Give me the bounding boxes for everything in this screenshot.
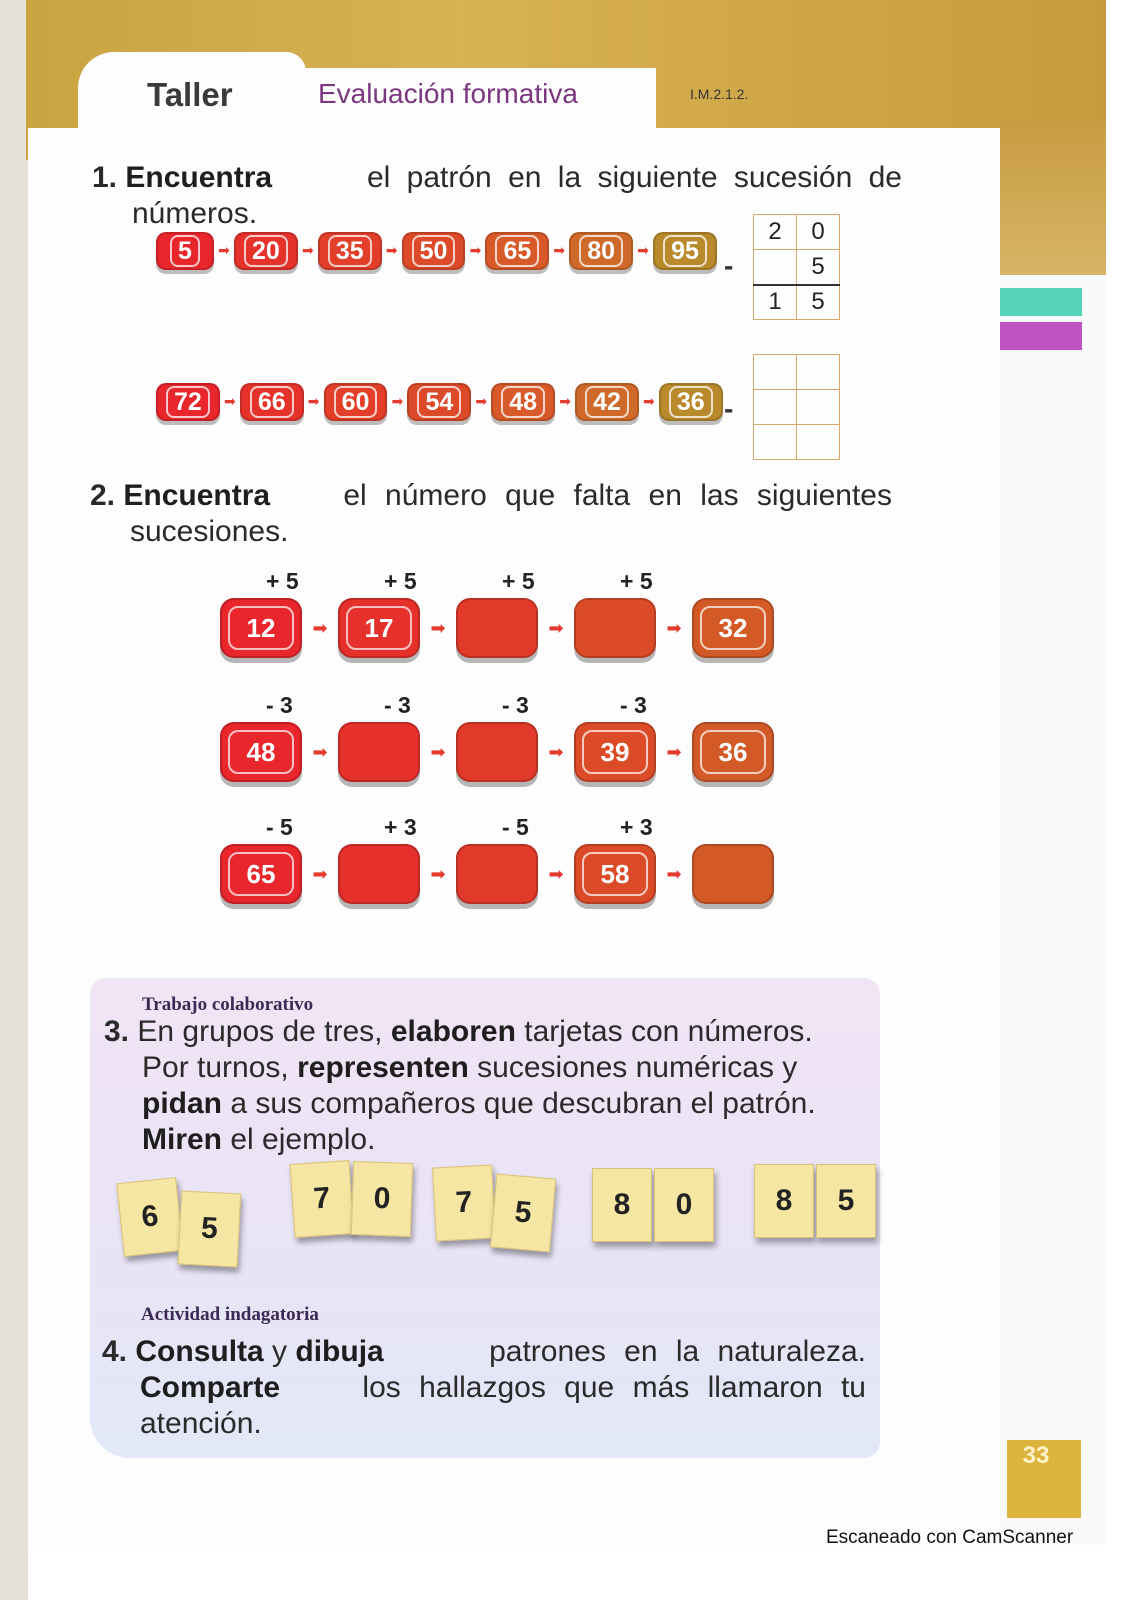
number-chip: 5 xyxy=(156,232,214,270)
bold-verb: dibuja xyxy=(295,1335,384,1368)
arrow-icon: ➡ xyxy=(666,617,682,639)
number-chip: 80 xyxy=(569,232,633,270)
grid-cell xyxy=(754,250,797,285)
operation-label: + 5 xyxy=(502,568,535,594)
number-chip: 48 xyxy=(491,383,555,421)
number-chip: 65 xyxy=(485,232,549,270)
bold-verb: Comparte xyxy=(140,1371,281,1404)
number-box: 32 xyxy=(692,598,774,658)
number-box: 12 xyxy=(220,598,302,658)
number-chip: 72 xyxy=(156,383,220,421)
number-card: 0 xyxy=(351,1161,414,1237)
minus-sign: - xyxy=(724,250,734,281)
number-card: 5 xyxy=(816,1164,876,1238)
text-run: tarjetas con números. xyxy=(515,1015,813,1048)
bold-verb: Consulta xyxy=(135,1335,264,1368)
exercise-number: 1. xyxy=(92,161,118,194)
arrow-icon: ➡ xyxy=(430,617,446,639)
exercise-number: 3. xyxy=(104,1015,130,1048)
text-run: a sus compañeros que descubran el patrón. xyxy=(222,1087,816,1120)
card-pair xyxy=(754,1164,876,1238)
arrow-icon: ➡ xyxy=(548,741,564,763)
card-pair xyxy=(120,1180,240,1254)
arrow-icon: ➡ xyxy=(312,741,328,763)
scanner-watermark: Escaneado con CamScanner xyxy=(826,1527,1074,1548)
text-run: el ejemplo. xyxy=(222,1123,376,1156)
instruction-verb: Encuentra xyxy=(125,161,273,194)
grid-cell: 2 xyxy=(754,215,797,250)
operation-label: - 3 xyxy=(620,692,647,718)
text-run: sucesiones numéricas y xyxy=(468,1051,798,1084)
grid-cell-input[interactable] xyxy=(754,355,797,390)
number-card: 5 xyxy=(177,1190,241,1267)
exercise-3-statement xyxy=(104,1014,874,1158)
number-box: 36 xyxy=(692,722,774,782)
arrow-icon: ➡ xyxy=(553,243,566,259)
sequence-row-1 xyxy=(220,598,774,658)
operation-label: + 3 xyxy=(384,814,417,840)
text-run: patrones en la naturaleza. xyxy=(470,1335,866,1368)
grid-cell-input[interactable] xyxy=(797,355,840,390)
arrow-icon: ➡ xyxy=(312,863,328,885)
operation-label: + 3 xyxy=(620,814,653,840)
operation-label: - 5 xyxy=(266,814,293,840)
arrow-icon: ➡ xyxy=(666,741,682,763)
operations-row-2 xyxy=(258,692,730,719)
grid-cell-input[interactable] xyxy=(797,425,840,460)
grid-cell-input[interactable] xyxy=(754,390,797,425)
arrow-icon: ➡ xyxy=(430,741,446,763)
instruction-text: el patrón en la siguiente sucesión de xyxy=(350,161,902,194)
number-card: 8 xyxy=(592,1168,652,1242)
arrow-icon: ➡ xyxy=(643,394,655,410)
bold-verb: representen xyxy=(297,1051,469,1084)
answer-box[interactable] xyxy=(456,844,538,904)
number-chip: 20 xyxy=(234,232,298,270)
sequence-b xyxy=(156,383,723,421)
arrow-icon: ➡ xyxy=(559,394,571,410)
section-label: Evaluación formativa xyxy=(318,78,578,109)
page-margin xyxy=(1000,275,1106,1545)
grid-cell: 0 xyxy=(797,215,840,250)
number-chip: 95 xyxy=(653,232,717,270)
arrow-icon: ➡ xyxy=(307,394,320,410)
number-chip: 36 xyxy=(659,383,723,421)
answer-box[interactable] xyxy=(574,598,656,658)
answer-box[interactable] xyxy=(338,722,420,782)
answer-box[interactable] xyxy=(456,598,538,658)
side-tab-magenta xyxy=(1000,322,1082,350)
exercise-number: 2. xyxy=(90,479,116,512)
operation-label: + 5 xyxy=(384,568,417,594)
arrow-icon: ➡ xyxy=(430,863,446,885)
side-tab-teal xyxy=(1000,288,1082,316)
arrow-icon: ➡ xyxy=(548,617,564,639)
page-gutter xyxy=(0,0,28,1600)
card-pair xyxy=(434,1166,554,1240)
grid-cell-input[interactable] xyxy=(797,390,840,425)
bold-verb: pidan xyxy=(142,1087,222,1120)
answer-box[interactable] xyxy=(456,722,538,782)
arrow-icon: ➡ xyxy=(548,863,564,885)
arrow-icon: ➡ xyxy=(223,394,236,410)
number-chip: 60 xyxy=(324,383,388,421)
text-run: y xyxy=(263,1335,296,1368)
inquiry-subtitle: Actividad indagatoria xyxy=(141,1304,319,1325)
number-box: 58 xyxy=(574,844,656,904)
arrow-icon: ➡ xyxy=(475,394,488,410)
instruction-text-cont: números. xyxy=(132,197,258,230)
exercise-2-statement xyxy=(90,478,892,550)
arrow-icon: ➡ xyxy=(301,243,314,259)
arrow-icon: ➡ xyxy=(385,243,398,259)
text-run: los hallazgos que más llamaron tu xyxy=(344,1371,866,1404)
subtraction-grid-a xyxy=(753,214,840,320)
number-box: 65 xyxy=(220,844,302,904)
operations-row-1 xyxy=(258,568,730,595)
subtraction-grid-b[interactable] xyxy=(753,354,840,460)
exercise-number: 4. xyxy=(102,1335,128,1368)
right-header-band xyxy=(1000,120,1106,275)
collaborative-subtitle: Trabajo colaborativo xyxy=(142,994,314,1015)
arrow-icon: ➡ xyxy=(637,243,649,259)
operation-label: - 3 xyxy=(266,692,293,718)
operation-label: + 5 xyxy=(266,568,299,594)
number-chip: 42 xyxy=(575,383,639,421)
grid-cell: 5 xyxy=(797,285,840,320)
grid-cell: 5 xyxy=(797,250,840,285)
number-chip: 50 xyxy=(402,232,466,270)
operation-label: + 5 xyxy=(620,568,653,594)
operation-label: - 3 xyxy=(384,692,411,718)
bold-verb: Miren xyxy=(142,1123,223,1156)
instruction-text-cont: sucesiones. xyxy=(130,515,289,548)
number-card: 5 xyxy=(490,1173,556,1252)
number-box: 48 xyxy=(220,722,302,782)
sequence-a xyxy=(156,232,717,270)
number-box: 17 xyxy=(338,598,420,658)
number-chip: 66 xyxy=(240,383,304,421)
page-number: 33 xyxy=(1022,1442,1050,1469)
curriculum-code: I.M.2.1.2. xyxy=(690,86,749,102)
number-box: 39 xyxy=(574,722,656,782)
arrow-icon: ➡ xyxy=(666,863,682,885)
instruction-verb: Encuentra xyxy=(123,479,271,512)
arrow-icon: ➡ xyxy=(312,617,328,639)
sequence-row-3 xyxy=(220,844,774,904)
text-run: En grupos de tres, xyxy=(137,1015,391,1048)
number-chip: 54 xyxy=(407,383,471,421)
operation-label: - 3 xyxy=(502,692,529,718)
operation-label: - 5 xyxy=(502,814,529,840)
card-pair xyxy=(292,1162,412,1236)
number-card: 7 xyxy=(289,1160,354,1238)
number-card: 7 xyxy=(432,1164,496,1241)
operations-row-3 xyxy=(258,814,730,841)
bold-verb: elaboren xyxy=(390,1015,516,1048)
grid-cell-input[interactable] xyxy=(754,425,797,460)
number-chip: 35 xyxy=(318,232,382,270)
arrow-icon: ➡ xyxy=(218,243,230,259)
number-card: 6 xyxy=(116,1177,183,1257)
sequence-row-2 xyxy=(220,722,774,782)
arrow-icon: ➡ xyxy=(391,394,404,410)
text-run: atención. xyxy=(140,1407,262,1440)
answer-box[interactable] xyxy=(338,844,420,904)
card-pair xyxy=(592,1168,714,1242)
number-card: 8 xyxy=(754,1164,814,1238)
answer-box[interactable] xyxy=(692,844,774,904)
grid-cell: 1 xyxy=(754,285,797,320)
arrow-icon: ➡ xyxy=(469,243,482,259)
minus-sign: - xyxy=(724,393,734,424)
instruction-text: el número que falta en las siguientes xyxy=(325,479,892,512)
tab-label: Taller xyxy=(147,76,233,113)
exercise-4-statement xyxy=(102,1334,866,1442)
text-run: Por turnos, xyxy=(142,1051,298,1084)
number-card: 0 xyxy=(654,1168,714,1242)
